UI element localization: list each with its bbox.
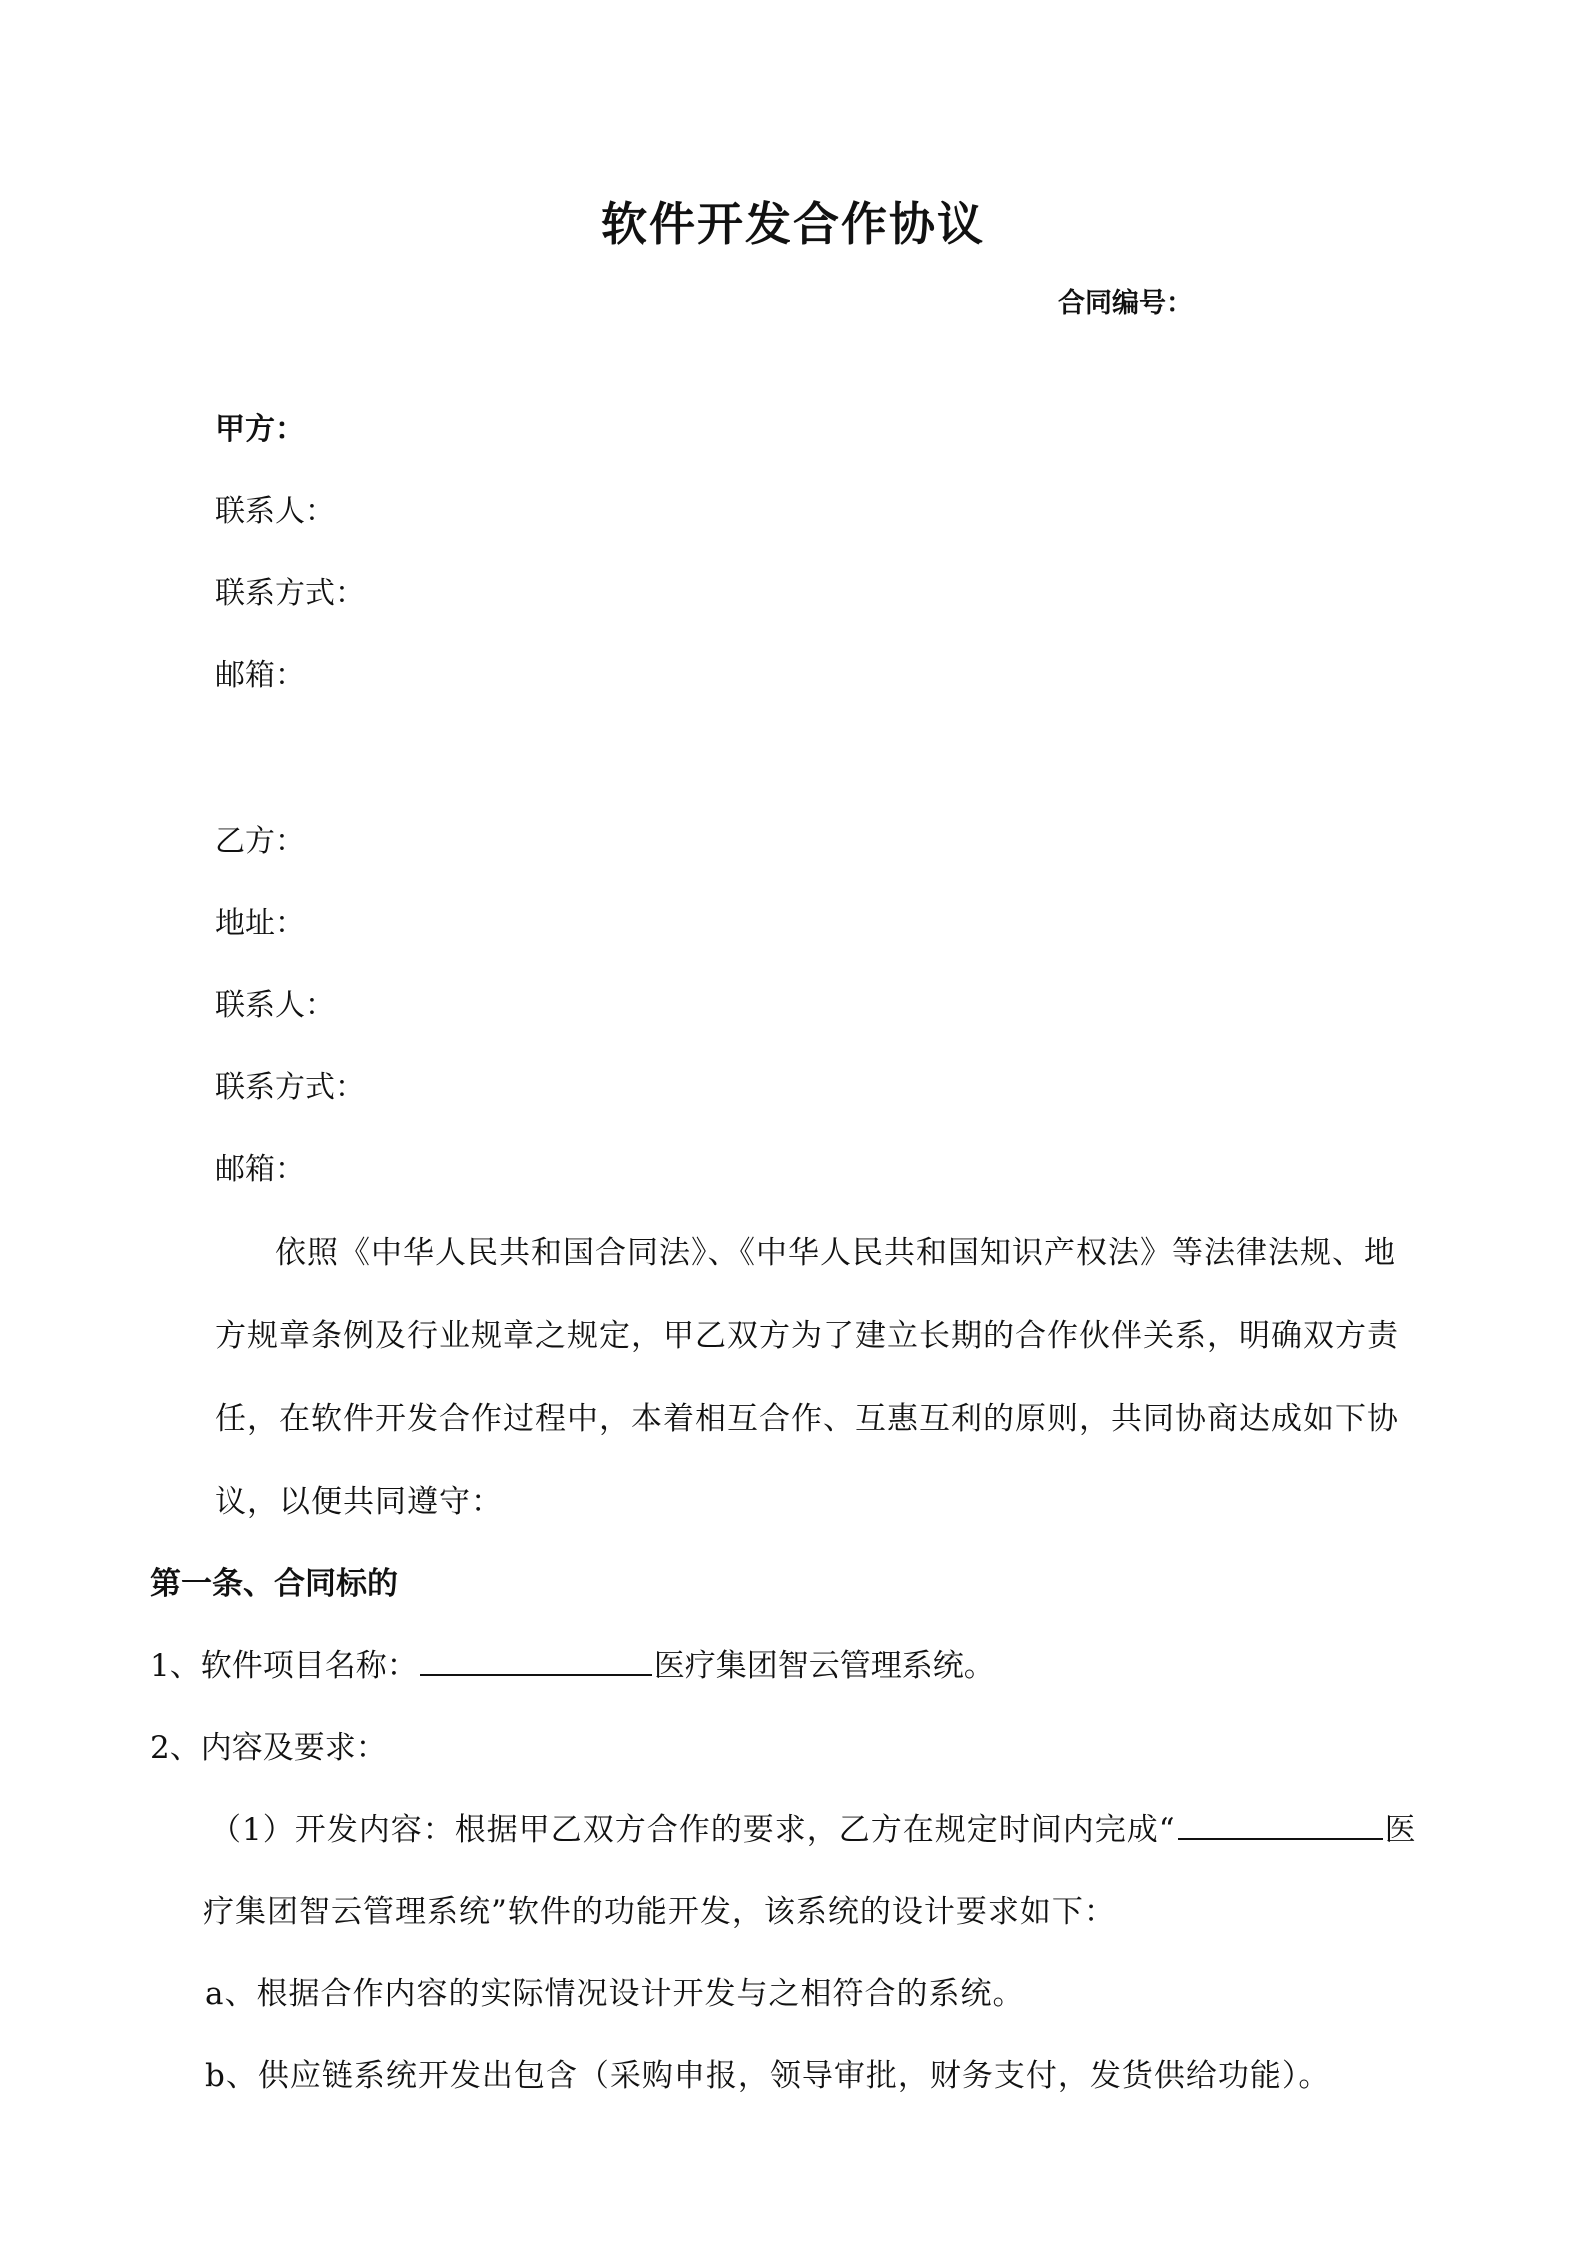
blank-underline — [1178, 1807, 1383, 1840]
party-a-phone: 联系方式： — [215, 576, 365, 611]
party-a-label: 甲方： — [215, 412, 305, 447]
preamble-line: 任，在软件开发合作过程中，本着相互合作、互惠互利的原则，共同协商达成如下协 — [215, 1401, 1399, 1437]
item-1-suffix: 医疗集团智云管理系统。 — [653, 1648, 995, 1684]
blank-underline — [420, 1643, 652, 1676]
contract-number-label: 合同编号： — [1058, 288, 1193, 319]
item-2-1-prefix: （1）开发内容：根据甲乙双方合作的要求，乙方在规定时间内完成“ — [210, 1812, 1176, 1848]
preamble-line: 依照《中华人民共和国合同法》、《中华人民共和国知识产权法》等法律法规、地 — [275, 1235, 1396, 1271]
article-1-item-2: 2、内容及要求： — [150, 1730, 387, 1766]
preamble-line: 方规章条例及行业规章之规定，甲乙双方为了建立长期的合作伙伴关系，明确双方责 — [215, 1318, 1399, 1354]
design-point-b: b、供应链系统开发出包含（采购申报，领导审批，财务支付，发货供给功能）。 — [205, 2058, 1331, 2094]
design-point-a: a、根据合作内容的实际情况设计开发与之相符合的系统。 — [205, 1976, 1025, 2012]
party-b-contact: 联系人： — [215, 988, 335, 1023]
party-b-address: 地址： — [215, 906, 305, 941]
party-b-label: 乙方： — [215, 824, 305, 859]
article-1-item-1 — [150, 1640, 995, 1685]
party-a-email: 邮箱： — [215, 658, 305, 693]
item-1-prefix: 1、软件项目名称： — [150, 1648, 418, 1684]
document-title: 软件开发合作协议 — [601, 197, 985, 251]
item-2-1-suffix: 医 — [1384, 1812, 1417, 1848]
article-1-item-2-1-continued: 疗集团智云管理系统”软件的功能开发，该系统的设计要求如下： — [203, 1894, 1116, 1930]
party-b-email: 邮箱： — [215, 1152, 305, 1187]
party-b-phone: 联系方式： — [215, 1070, 365, 1105]
article-1-heading: 第一条、合同标的 — [150, 1566, 398, 1602]
preamble-line: 议，以便共同遵守： — [215, 1484, 503, 1520]
party-a-contact: 联系人： — [215, 494, 335, 529]
article-1-item-2-1 — [210, 1804, 1417, 1849]
